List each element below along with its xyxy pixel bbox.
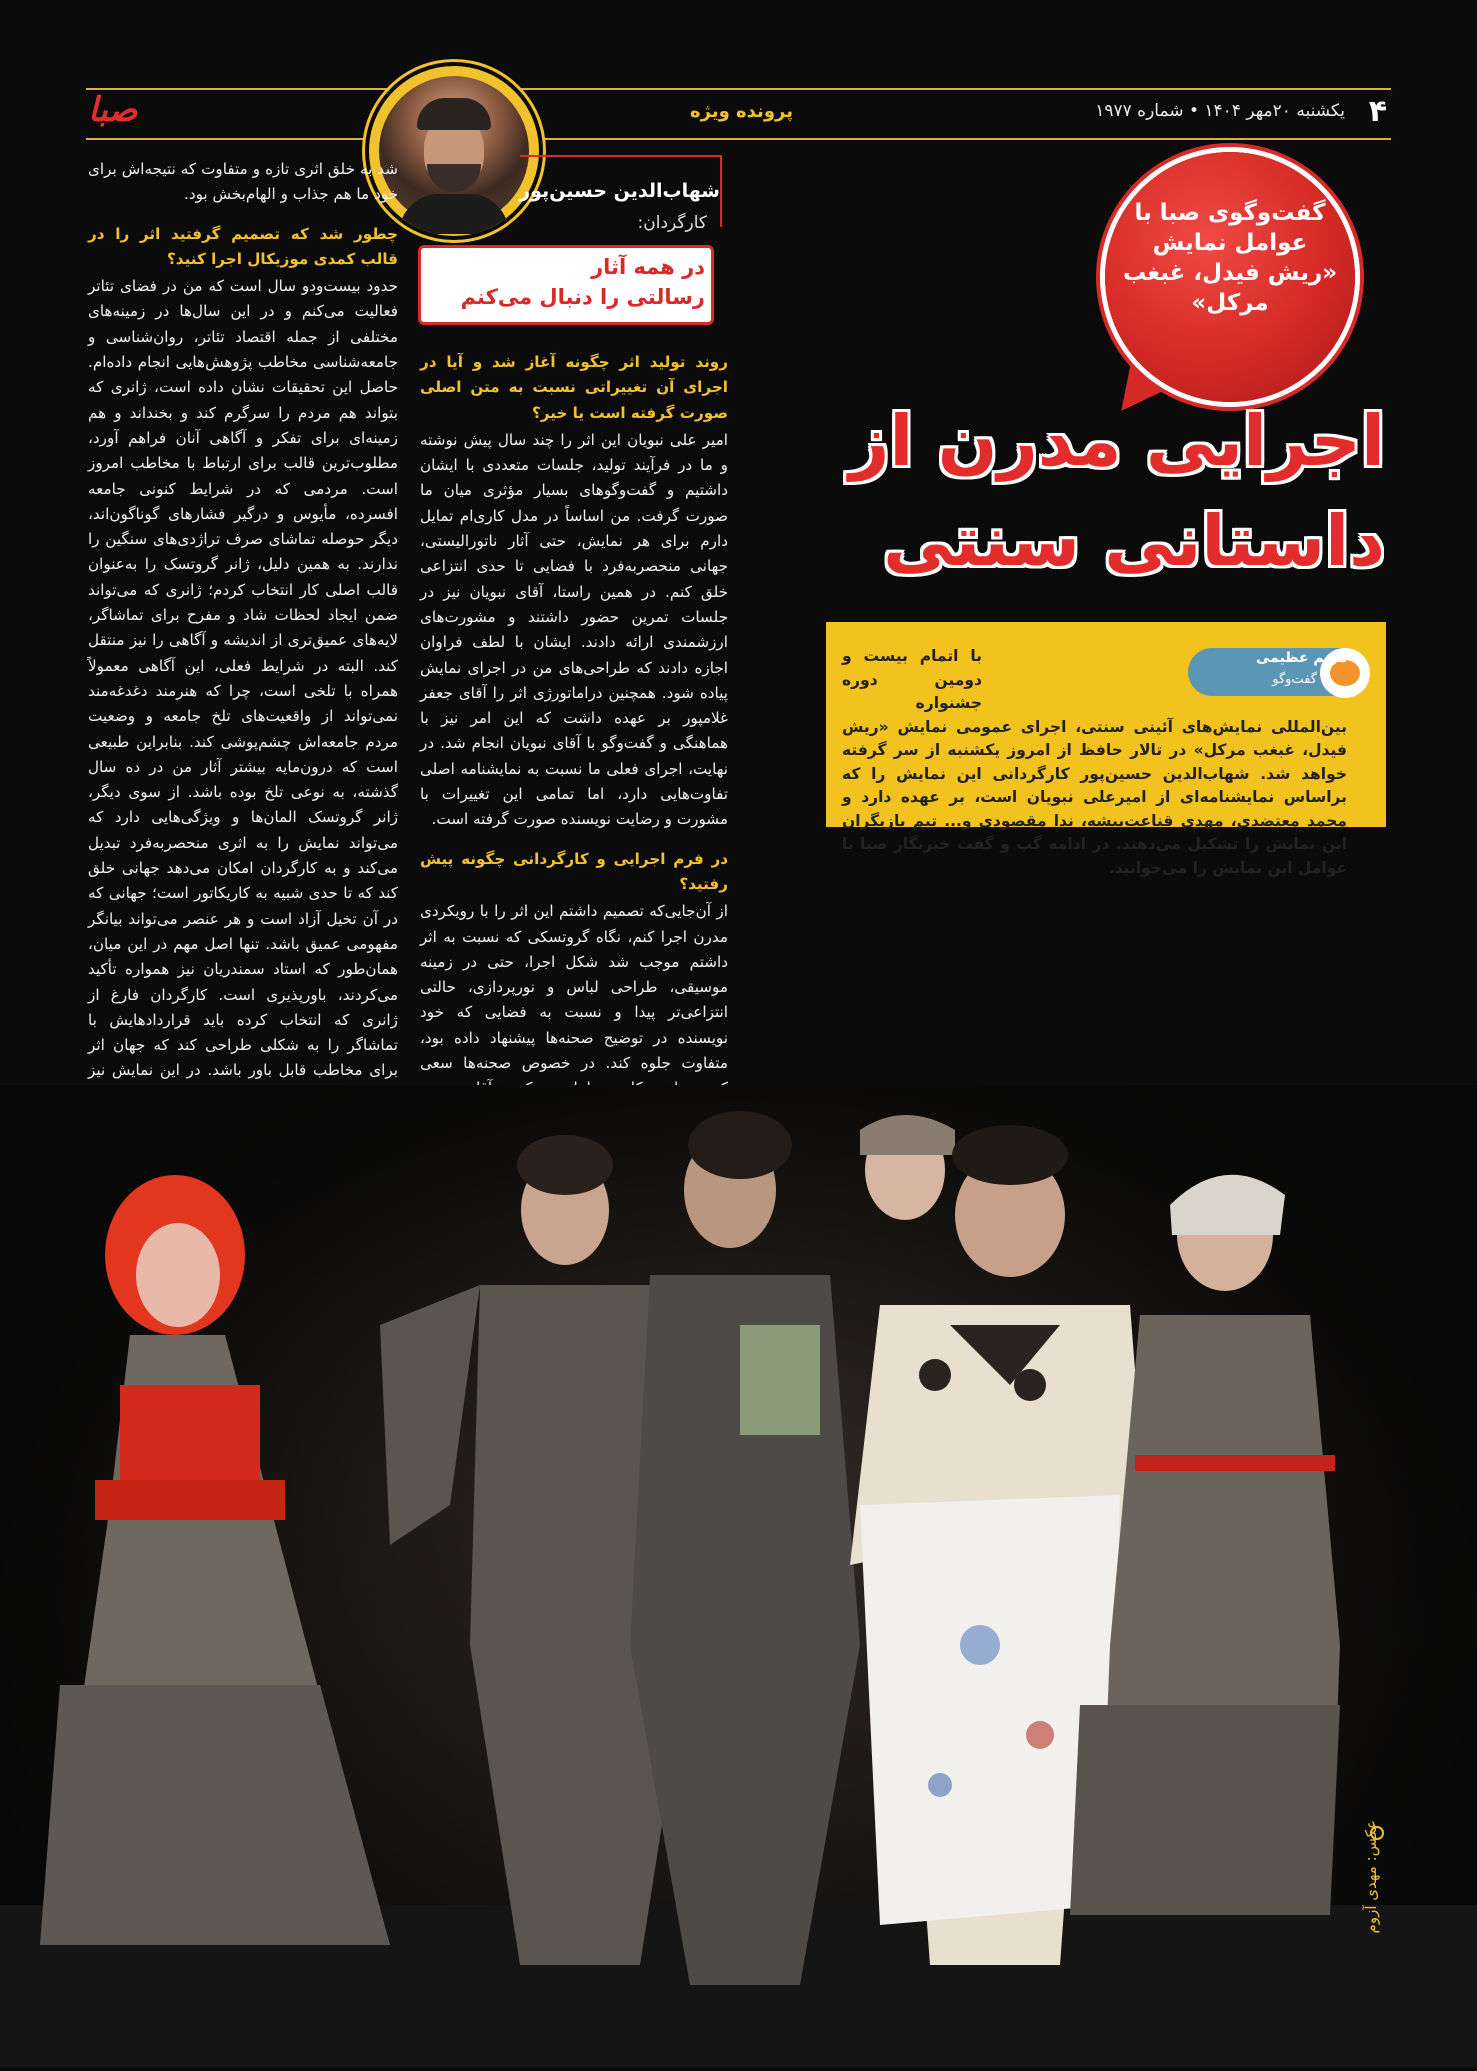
issue-date: یکشنبه ۲۰مهر ۱۴۰۴ • شماره ۱۹۷۷ <box>1095 101 1345 121</box>
intro-text <box>842 645 1347 880</box>
headline-line-1: اجرایی مدرن از <box>849 400 1385 482</box>
interview-bubble-text: گفت‌وگوی صبا با عوامل نمایش «ریش فیدل، غبغب مرکل» <box>1122 200 1338 316</box>
pull-quote <box>429 252 705 312</box>
continued-lead: شد به خلق اثری تازه و متفاوت که نتیجه‌اش برای خود ما هم جذاب و الهام‌بخش بود. <box>88 160 398 204</box>
section-label: پرونده ویژه <box>690 101 793 122</box>
page-number: ۴ <box>1368 94 1387 129</box>
pull-quote-line-2: رسالتی را دنبال می‌کنم <box>460 285 705 309</box>
director-role: کارگردان: <box>637 213 707 233</box>
stage-photo <box>0 1085 1477 2067</box>
camera-icon <box>1370 1826 1384 1840</box>
stage-photo-illustration <box>0 1085 1477 2067</box>
question-3: چطور شد که تصمیم گرفتید اثر را در قالب کمدی موزیکال اجرا کنید؟ <box>88 224 398 268</box>
intro-paragraph: با اتمام بیست و دومین دوره جشنواره بین‌المللی نمایش‌های آئینی سنتی، اجرای عمومی نمایش «ریش فیدل، غبغب مرکل» در تالار حافظ از امروز یکشنبه از سر گرفته خواهد شد. شهاب‌الدین حسین‌پور کارگردانی این نمایش را که براساس نمایشنامه‌ای از امیرعلی نبویان است، بر عهده دارد و محمد معتضدی، مهدی قناعت‌پیشه، ندا مقصودی و... تیم بازیگران این نمایش را تشکیل می‌دهند. در ادامه گپ و گفت خبرنگار صبا با عوامل این نمایش را می‌خوانید. <box>842 647 1347 877</box>
answer-2: از آن‌جایی‌که تصمیم داشتم این اثر را با رویکردی مدرن اجرا کنم، نگاه گروتسکی که نسبت به اثر داشتم موجب شد شکل اجرا، حتی در زمینه موسیقی، طراحی لباس و نورپردازی، حالتی انتزاعی‌تر پیدا و نسبت به فضایی که خود نویسنده در توضیح صحنه‌ها پیشنهاد داده بود، متفاوت جلوه کند. در خصوص صحنه‌ها سعی <box>420 902 728 1073</box>
question-1: روند تولید اثر چگونه آغاز شد و آیا در اجرای آن تغییراتی نسبت به متن اصلی صورت گرفته است یا خیر؟ <box>420 353 728 422</box>
photo-credit: عکس: مهدی آزوم <box>1362 1820 1380 1934</box>
author-role: گفت‌وگو <box>1272 672 1317 687</box>
pull-quote-line-1: در همه آثار <box>591 255 705 279</box>
answer-3: حدود بیست‌ودو سال است که من در فضای تئاتر فعالیت می‌کنم و در این سال‌ها در زمینه‌های مختلفی از جمله اقتصاد تئاتر، روان‌شناسی و جامعه‌شناسی مخاطب پژوهش‌هایی انجام داده‌ام. حاصل این تحقیقات نشان داده است، ژانری که بتواند هم مردم را سرگرم کند و بخنداند و هم زمینه‌ای برای تفکر و آگاهی آنان فراهم آورد، مطلوب‌ترین قالب برای ارتباط با مخاطب امروز است. مردمی که در شرایط کنونی جامعه افسرده، مأیوس و درگیر فشارهای گوناگون‌اند، دیگر حوصله تماشای صرف تراژدی‌های سنگین را ندارند. به همین دلیل، ژانر گروتسک را به‌عنوان قالب اصلی کار انتخاب کردم؛ ژانری که می‌تواند ضمن ایجاد لحظات شاد و مفرح برای تماشاگر، لایه‌های عمیق‌تری از اندیشه و آگاهی را نیز منتقل کند. البته در شرایط فعلی، این آگاهی معمولاً همراه با تلخی است، چرا که هنرمند دغدغه‌مند نمی‌تواند از واقعیت‌های تلخ جامعه و وضعیت مردم جامعه‌اش چشم‌پوشی کند. بنابراین طبیعی است که درون‌مایه بیشتر آثار من در ده سال گذشته، به نوعی تلخ بوده باشد. از سوی دیگر، ژانر گروتسک المان‌ها و ویژگی‌هایی دارد که می‌تواند نمایش را به اثری منحصربه‌فرد تبدیل می‌کند و به کارگردان امکان می‌دهد جهانی خلق کند که تا حدی شبیه به کاریکاتور است؛ جهانی که در آن تخیل آزاد است و هر عنصر می‌تواند بیانگر مفهومی عمیق باشد. تنها اصل مهم در این میان، همان‌طور که استاد سمندریان نیز همواره تأکید می‌کردند، باورپذیری است. کارگردان فارغ از ژانری که انتخاب کرده باید قراردادهایش با تماشاگر را به شکلی طراحی کند که جهان اثر برای مخاطب قابل باور باشد. در این نمایش نیز <box>88 277 398 1080</box>
headline-line-2: داستانی سنتی <box>883 500 1385 582</box>
header-rule-bottom <box>86 138 1391 140</box>
article-column-left <box>88 157 398 1191</box>
author-name: مریم عظیمی <box>1256 650 1347 666</box>
director-name: شهاب‌الدین حسین‌پور <box>519 180 720 202</box>
newspaper-logo[interactable]: صبا <box>88 90 138 130</box>
header-rule-top <box>86 88 1391 90</box>
question-2: در فرم اجرایی و کارگردانی چگونه پیش رفتید؟ <box>420 849 728 893</box>
article-column-middle <box>420 350 728 1184</box>
answer-1: امیر علی نبویان این اثر را چند سال پیش نوشته و ما در فرآیند تولید، جلسات متعددی با ایشان داشتیم و گفت‌وگوهای بسیار مؤثری میان ما صورت گرفت. من اساساً در مدل کاری‌ام تمایل دارم برای هر نمایش، حتی آثار ناتورالیستی، جهانی منحصربه‌فرد با فضایی تا حدی انتزاعی خلق کنم. در همین راستا، آقای نبویان نیز در جلسات تمرین حضور داشتند و مشورت‌های ارزشمندی ارائه دادند. ایشان با لطف فراوان اجازه دادند که طراحی‌های من در اجرای نمایش پیاده شود. همچنین دراماتورژی اثر را آقای جعفر غلامپور بر عهده داشت که این امر نیز با هماهنگی و گفت‌وگو با آقای نبویان انجام شد. در نهایت، اجرای فعلی ما نسبت به نمایشنامه اصلی تفاوت‌هایی دارد، اما تمامی این تغییرات با مشورت و رضایت نویسنده صورت گرفته است. <box>420 430 728 829</box>
